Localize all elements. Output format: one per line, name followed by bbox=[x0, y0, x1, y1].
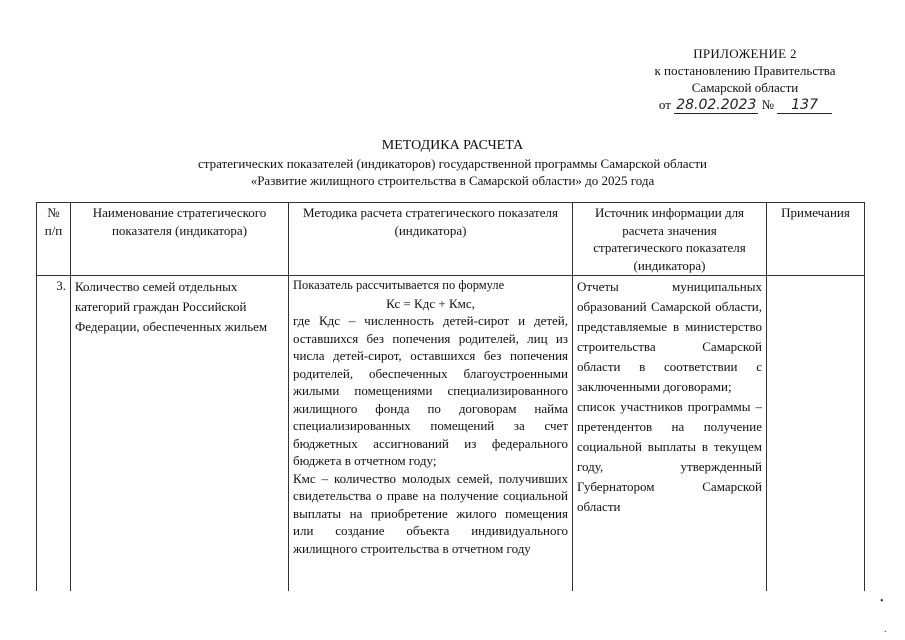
handwritten-number: 137 bbox=[777, 97, 832, 114]
method-paragraph-1: где Кдс – численность детей-сирот и детей, оставшихся без попечения родителей, лиц из числа детей-сирот, оставшихся без попечения родителей, обеспеченных благоустроенными жилыми помещениями специализированного жилищного фонда по договорам найма специализированных помещений за счет бюджетных ассигнований из федерального бюджета в отчетном году; bbox=[293, 313, 568, 468]
document-subtitle-2: «Развитие жилищного строительства в Самарской области» до 2025 года bbox=[250, 173, 655, 188]
scan-speck: • bbox=[880, 596, 884, 607]
row-source bbox=[573, 276, 767, 591]
table-row bbox=[37, 276, 865, 591]
row-method bbox=[289, 276, 573, 591]
appendix-date-line bbox=[600, 96, 890, 114]
source-paragraph-2: список участников программы – претендентов на получение социальной выплаты в текущем году, утвержденный Губернатором Самарской области bbox=[577, 399, 762, 514]
row-num: 3. bbox=[37, 276, 71, 591]
scan-speck: . bbox=[884, 624, 887, 635]
appendix-line-2: Самарской области bbox=[691, 80, 799, 95]
row-note bbox=[767, 276, 865, 591]
appendix-title: ПРИЛОЖЕНИЕ 2 bbox=[693, 46, 797, 61]
method-intro: Показатель рассчитывается по формуле bbox=[293, 278, 505, 292]
document-subtitle-1: стратегических показателей (индикаторов) государственной программы Самарской области bbox=[198, 156, 707, 171]
appendix-block bbox=[600, 45, 890, 114]
handwritten-date: 28.02.2023 bbox=[676, 97, 757, 113]
header-method: Методика расчета стратегического показателя (индикатора) bbox=[289, 203, 573, 276]
source-paragraph-1: Отчеты муниципальных образований Самарской области, представляемые в министерство строительства Самарской области в соответствии с заключенными договорами; bbox=[577, 279, 762, 394]
method-paragraph-2: Кмс – количество молодых семей, получивших свидетельства о праве на получение социальной выплаты на приобретение жилого помещения или создание объекта индивидуального жилищного строительства в отчетном году bbox=[293, 470, 568, 556]
document-title: МЕТОДИКА РАСЧЕТА bbox=[381, 138, 524, 153]
number-label: № bbox=[761, 97, 775, 112]
indicator-table bbox=[36, 202, 865, 591]
table-header-row bbox=[37, 203, 865, 276]
appendix-line-1: к постановлению Правительства bbox=[654, 63, 836, 78]
row-indicator-name: Количество семей отдельных категорий граждан Российской Федерации, обеспеченных жильем bbox=[71, 276, 289, 591]
date-prefix: от bbox=[658, 97, 671, 112]
header-note: Примечания bbox=[767, 203, 865, 276]
document-heading bbox=[0, 137, 905, 189]
header-source: Источник информации для расчета значения стратегического показателя (индикатора) bbox=[573, 203, 767, 276]
method-formula: Кс = Кдс + Кмс, bbox=[386, 295, 475, 311]
header-name: Наименование стратегического показателя (индикатора) bbox=[71, 203, 289, 276]
header-num: № п/п bbox=[37, 203, 71, 276]
